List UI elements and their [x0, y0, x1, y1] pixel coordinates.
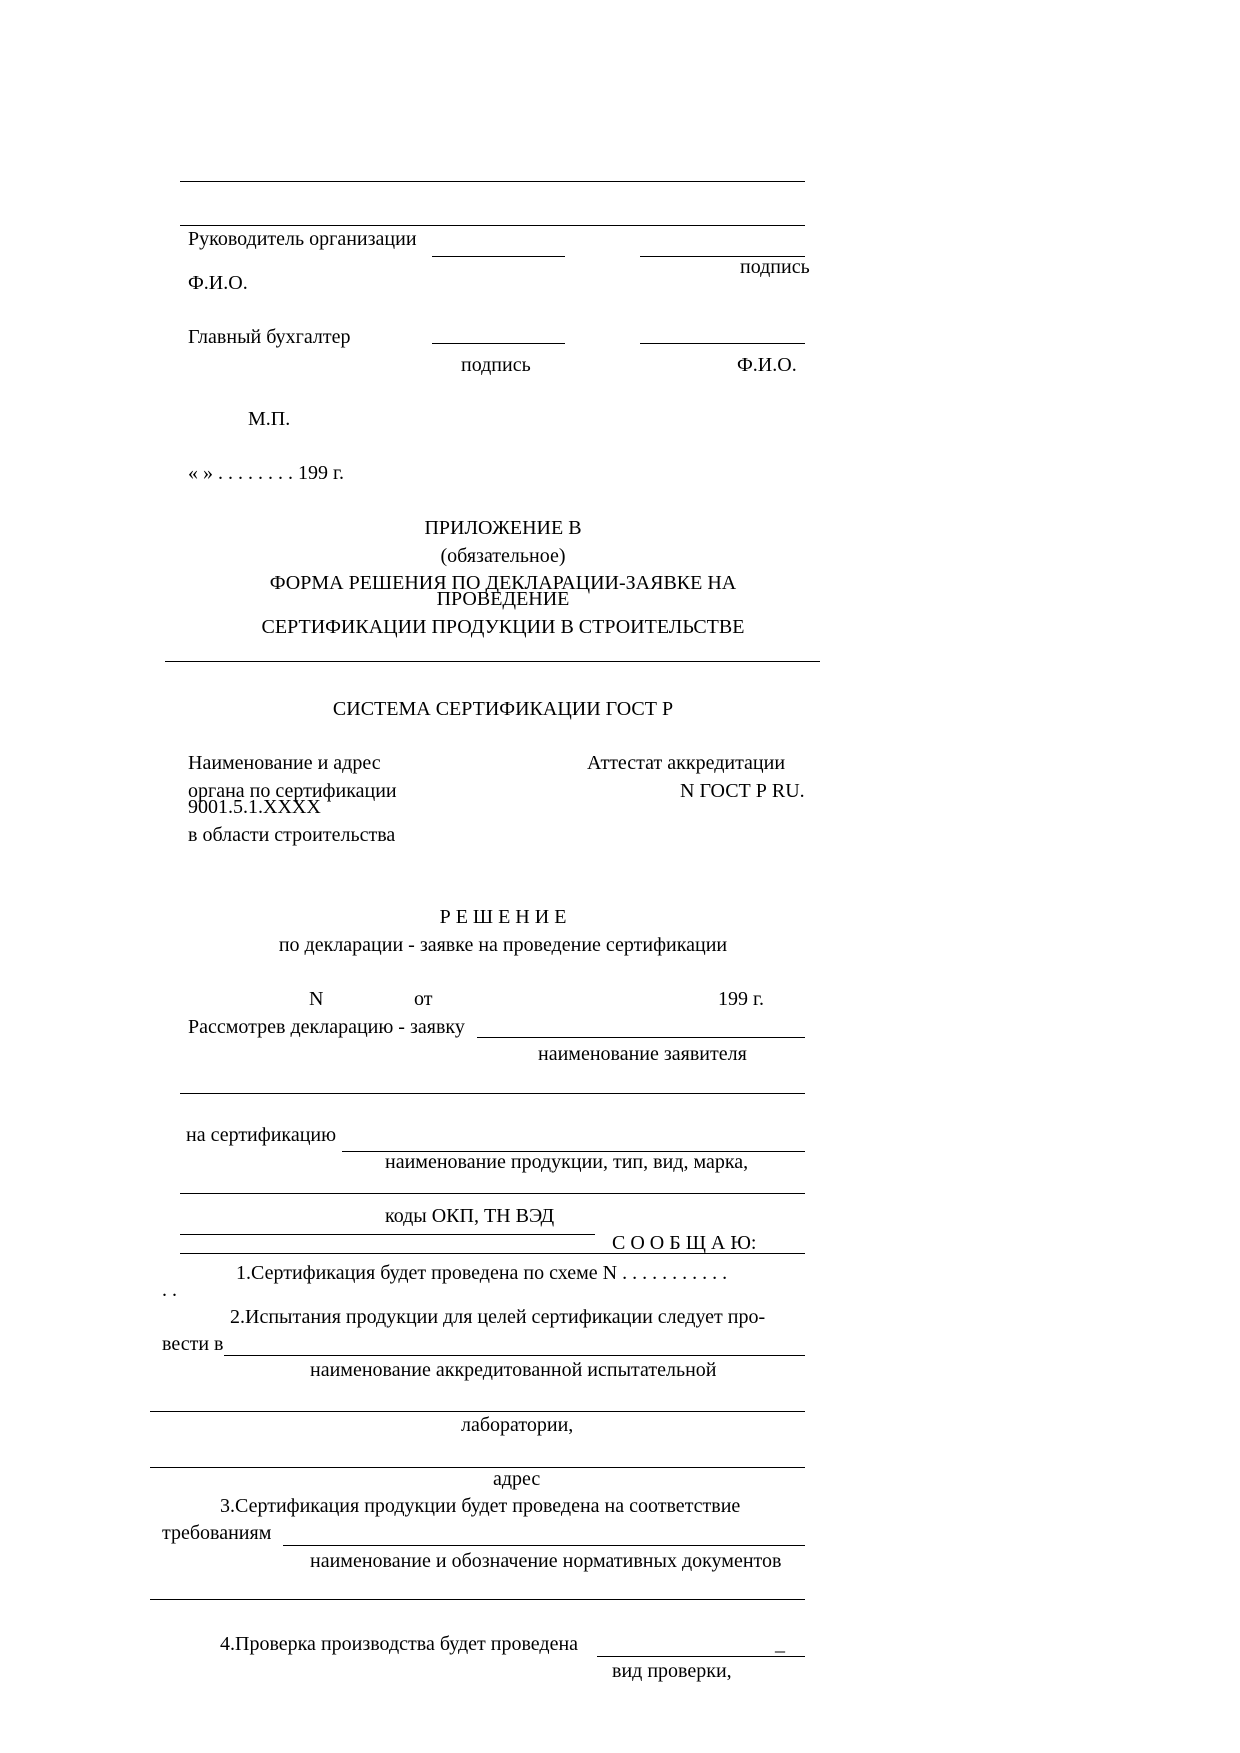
fio-line	[640, 343, 805, 344]
accreditation-code: 9001.5.1.XXXX	[188, 796, 321, 818]
signature-line	[432, 256, 565, 257]
item-4-mark: _	[775, 1633, 785, 1655]
blank-line	[180, 181, 805, 182]
report-heading: С О О Б Щ А Ю:	[612, 1232, 757, 1254]
check-caption: вид проверки,	[612, 1660, 732, 1682]
decision-number-label: N	[309, 988, 324, 1010]
section-divider	[165, 661, 820, 662]
appendix-note: (обязательное)	[440, 545, 566, 567]
fio-caption: Ф.И.О.	[737, 354, 797, 376]
appendix-title: ПРИЛОЖЕНИЕ В	[424, 517, 582, 539]
blank-line	[150, 1411, 805, 1412]
docs-caption: наименование и обозначение нормативных документов	[310, 1550, 782, 1572]
body-field: в области строительства	[188, 824, 396, 846]
item-3-conformity: 3.Сертификация продукции будет проведена на соответствие	[220, 1495, 741, 1517]
blank-line	[180, 225, 805, 226]
item-1-scheme: 1.Сертификация будет проведена по схеме N . . . . . . . . . . .	[236, 1262, 728, 1284]
accountant-label: Главный бухгалтер	[188, 326, 351, 348]
form-title-line-1: ФОРМА РЕШЕНИЯ ПО ДЕКЛАРАЦИИ-ЗАЯВКЕ НА	[269, 572, 737, 594]
date-line: « » . . . . . . . . 199 г.	[188, 462, 344, 484]
blank-line	[180, 1234, 595, 1235]
address-caption: адрес	[493, 1468, 541, 1490]
item-2-continuation: вести в	[162, 1333, 224, 1355]
accreditation-label: Аттестат аккредитации	[587, 752, 786, 774]
item-4-inspection: 4.Проверка производства будет проведена	[220, 1633, 579, 1655]
fio-caption: Ф.И.О.	[188, 272, 248, 294]
signature-line	[432, 343, 565, 344]
docs-line	[283, 1545, 805, 1546]
blank-line	[180, 1093, 805, 1094]
form-title-line-2: СЕРТИФИКАЦИИ ПРОДУКЦИИ В СТРОИТЕЛЬСТВЕ	[261, 616, 745, 638]
decision-subtitle: по декларации - заявке на проведение сертификации	[278, 934, 728, 956]
item-3-continuation: требованиям	[162, 1522, 272, 1544]
item-1-continuation: . .	[162, 1279, 177, 1301]
applicant-line	[477, 1037, 805, 1038]
item-2-tests: 2.Испытания продукции для целей сертификации следует про-	[230, 1306, 766, 1328]
head-label: Руководитель организации	[188, 228, 417, 250]
reviewed-label: Рассмотрев декларацию - заявку	[188, 1016, 465, 1038]
blank-line	[180, 1193, 805, 1194]
decision-title: Р Е Ш Е Н И Е	[439, 906, 567, 928]
signature-caption: подпись	[740, 256, 810, 278]
blank-line	[150, 1599, 805, 1600]
address-line	[150, 1467, 805, 1468]
for-certification-label: на сертификацию	[186, 1124, 337, 1146]
codes-caption: коды ОКП, ТН ВЭД	[385, 1205, 555, 1227]
decision-year-label: 199 г.	[718, 988, 764, 1010]
body-cert-organ: органа по сертификации	[188, 780, 397, 802]
stamp-label: М.П.	[248, 408, 291, 430]
form-title-line-1b: ПРОВЕДЕНИЕ	[436, 588, 570, 610]
body-name-address: Наименование и адрес	[188, 752, 381, 774]
lab-line	[224, 1355, 805, 1356]
signature-caption: подпись	[461, 354, 531, 376]
check-line	[597, 1656, 805, 1657]
system-title: СИСТЕМА СЕРТИФИКАЦИИ ГОСТ Р	[332, 698, 674, 720]
decision-from-label: от	[414, 988, 433, 1010]
accreditation-number: N ГОСТ Р RU.	[680, 780, 805, 802]
applicant-caption: наименование заявителя	[538, 1043, 747, 1065]
lab-caption-2: лаборатории,	[461, 1414, 574, 1436]
lab-caption: наименование аккредитованной испытательной	[310, 1359, 717, 1381]
product-caption: наименование продукции, тип, вид, марка,	[385, 1151, 749, 1173]
